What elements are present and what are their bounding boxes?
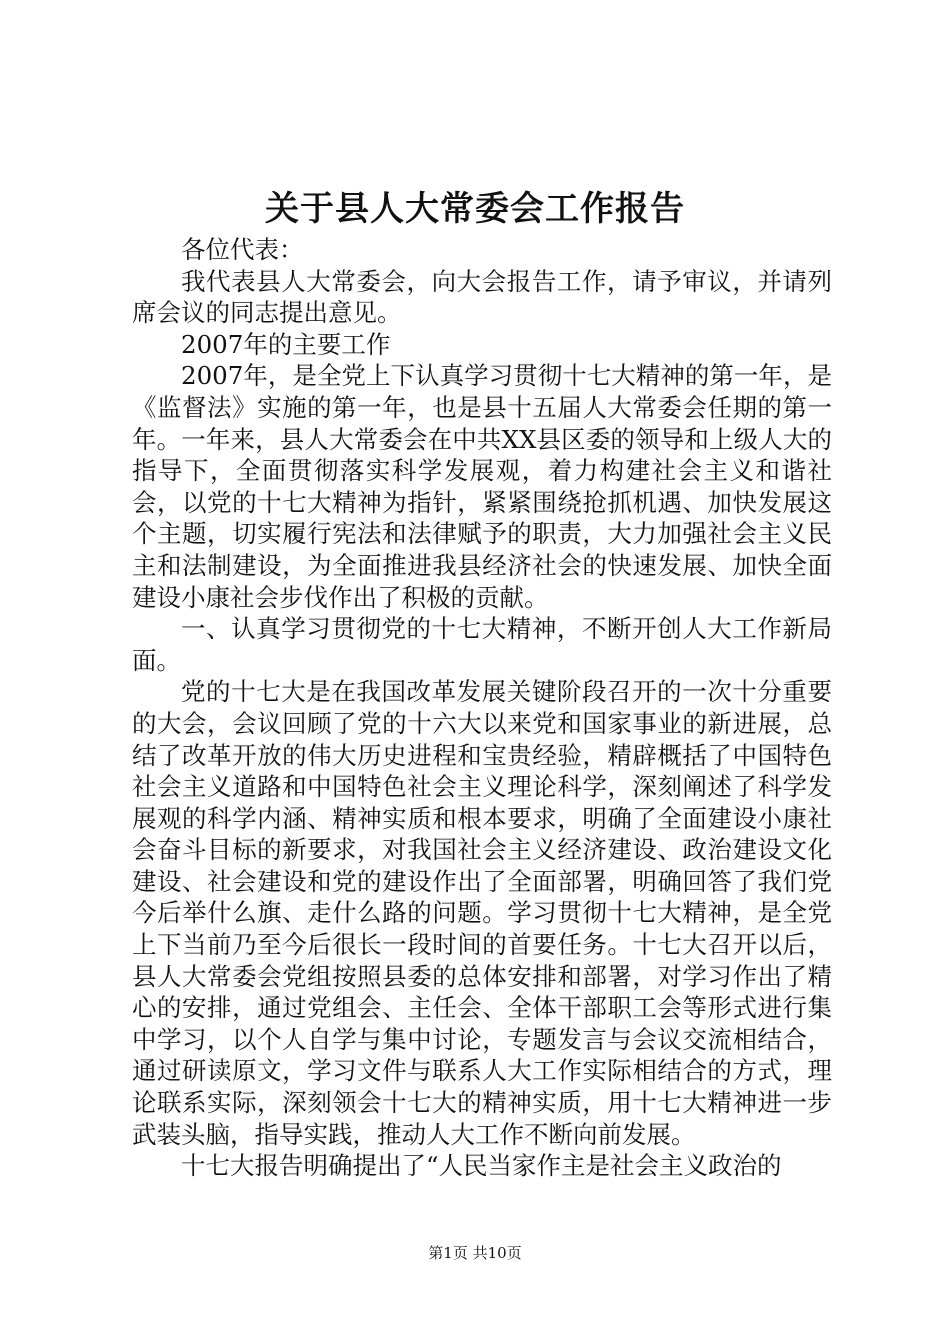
- page-number-footer: 第1页 共10页: [428, 1244, 522, 1262]
- section-heading: 2007年的主要工作: [181, 329, 391, 359]
- document-body: [132, 234, 832, 1182]
- body-paragraph: 党的十七大是在我国改革发展关键阶段召开的一次十分重要的大会，会议回顾了党的十六大以来党和国家事业的新进展，总结了改革开放的伟大历史进程和宝贵经验，精辟概括了中国特色社会主义道路和中国特色社会主义理论科学，深刻阐述了科学发展观的科学内涵、精神实质和根本要求，明确了全面建设小康社会奋斗目标的新要求，对我国社会主义经济建设、政治建设文化建设、社会建设和党的建设作出了全面部署，明确回答了我们党今后举什么旗、走什么路的问题。学习贯彻十七大精神，是全党上下当前乃至今后很长一段时间的首要任务。十七大召开以后，县人大常委会党组按照县委的总体安排和部署，对学习作出了精心的安排，通过党组会、主任会、全体干部职工会等形式进行集中学习，以个人自学与集中讨论，专题发言与会议交流相结合，通过研读原文，学习文件与联系人大工作实际相结合的方式，理论联系实际，深刻领会十七大的精神实质，用十七大精神进一步武装头脑，指导实践，推动人大工作不断向前发展。: [132, 677, 832, 1149]
- body-paragraph-continued: 十七大报告明确提出了“人民当家作主是社会主义政治的: [181, 1151, 782, 1181]
- intro-paragraph: 我代表县人大常委会，向大会报告工作，请予审议，并请列席会议的同志提出意见。: [132, 266, 832, 328]
- document-title: 关于县人大常委会工作报告: [265, 189, 685, 229]
- subsection-heading: 一、认真学习贯彻党的十七大精神，不断开创人大工作新局面。: [132, 614, 832, 675]
- overview-paragraph: 2007年，是全党上下认真学习贯彻十七大精神的第一年，是《监督法》实施的第一年，也是县十五届人大常委会任期的第一年。一年来，县人大常委会在中共XX县区委的领导和上级人大的指导下，全面贯彻落实科学发展观，着力构建社会主义和谐社会，以党的十七大精神为指针，紧紧围绕抢抓机遇、加快发展这个主题，切实履行宪法和法律赋予的职责，大力加强社会主义民主和法制建设，为全面推进我县经济社会的快速发展、加快全面建设小康社会步伐作出了积极的贡献。: [132, 361, 832, 612]
- greeting-paragraph: 各位代表：: [181, 235, 304, 264]
